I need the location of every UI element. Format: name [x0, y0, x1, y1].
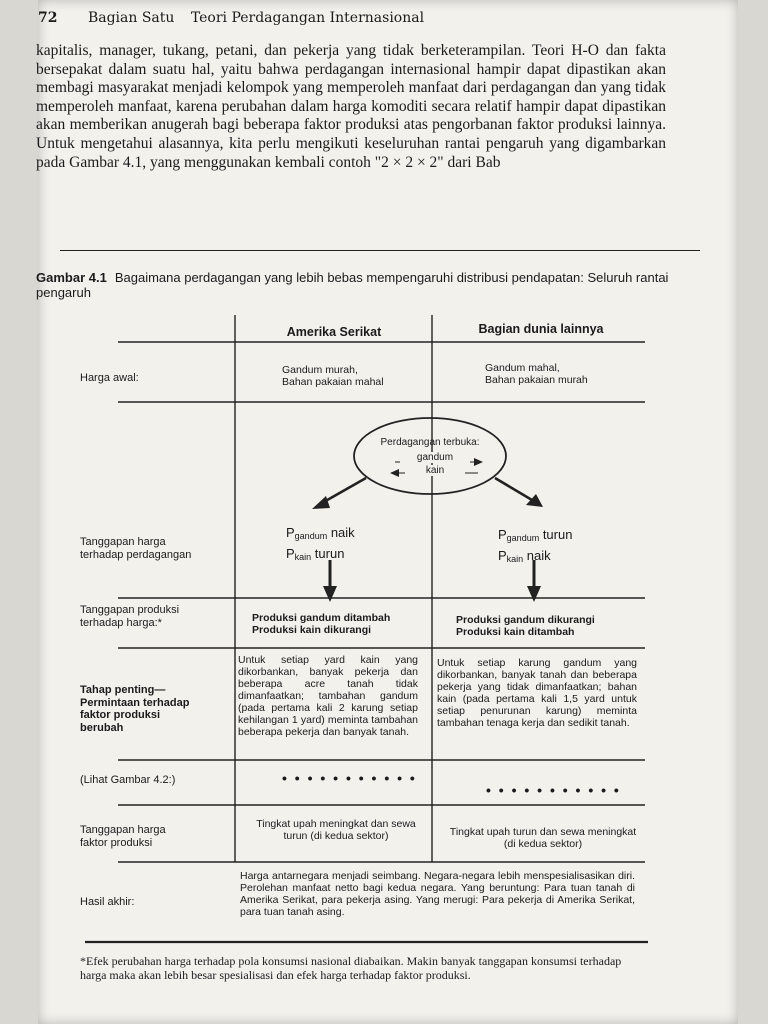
column-header-us: Amerika Serikat: [286, 325, 382, 339]
column-header-rest-of-world: Bagian dunia lainnya: [478, 322, 604, 336]
arrow-head-down-us: [323, 586, 337, 602]
part-label: Bagian Satu: [87, 10, 175, 26]
oval-title: Perdagangan terbuka:: [380, 437, 480, 448]
page-number: 72: [38, 10, 58, 26]
oval-gandum-label: gandum: [400, 452, 470, 463]
row-label-tahap-penting: Tahap penting— Permintaan terhadap faktor produksi berubah: [80, 684, 190, 734]
us-production-response: Produksi gandum ditambah Produksi kain dikurangi: [252, 612, 391, 636]
row-factor-price-response: Tingkat upah turun dan sewa meningkat (di kedua sektor): [449, 826, 637, 850]
arrow-head-gandum: [474, 458, 483, 466]
us-factor-demand: Untuk setiap yard kain yang dikorbankan, banyak pekerja dan beberapa acre tanah tidak dimanfaatkan; tambahan gandum (pada pertama kali 2 karung setiap kehilangan 1 yard) meminta tambahan beberapa pekerja dan banyak tanah.: [238, 654, 418, 738]
final-result-text: Harga antarnegara menjadi seimbang. Negara-negara lebih menspesialisasikan diri. Perolehan manfaat netto bagi kedua negara. Yang beruntung: Para tuan tanah di Amerika Serikat, para pekerja asing. Yang merugi: Para pekerja di Amerika Serikat, para tuan tanah asing.: [240, 870, 635, 918]
body-paragraph: kapitalis, manager, tukang, petani, dan pekerja yang tidak berketerampilan. Teori H-O dan fakta bersepakat dalam suatu hal, yaitu bahwa perdagangan internasional hampir dapat dipastikan akan membagi masyarakat menjadi kelompok yang memperoleh manfaat dari perdagangan dan yang tidak memperoleh manfaat, karena perubahan dalam harga komoditi secara relatif hampir dapat dipastikan akan memberikan anugerah bagi beberapa faktor produksi atas pengorbanan faktor produksi lainnya. Untuk mengetahui alasannya, kita perlu mengikuti keseluruhan rantai pengaruh yang digambarkan pada Gambar 4.1, yang menggunakan kembali contoh "2 × 2 × 2" dari Bab: [36, 42, 666, 171]
row-harga-awal: Gandum mahal, Bahan pakaian murah: [485, 362, 588, 386]
arrow-head-down-row: [527, 586, 541, 602]
arrow-to-us: [322, 478, 366, 503]
chapter-title: Teori Perdagangan Internasional: [190, 10, 425, 26]
row-label-harga-awal: Harga awal:: [80, 372, 139, 384]
us-price-response: $P_{gandum}$ naik $P_{kain}$ turun: [286, 525, 355, 562]
figure-caption-text: Bagaimana perdagangan yang lebih bebas mempengaruhi distribusi pendapatan: Seluruh rantai pengaruh: [36, 270, 669, 300]
us-harga-awal: Gandum murah, Bahan pakaian mahal: [282, 364, 384, 388]
row-price-response: $P_{gandum}$ turun $P_{kain}$ naik: [498, 527, 573, 564]
row-label-lihat-gambar: (Lihat Gambar 4.2:): [80, 774, 176, 786]
row-dots: • • • • • • • • • • •: [486, 782, 621, 798]
arrow-head-kain: [390, 469, 399, 477]
figure-number: Gambar 4.1: [36, 270, 107, 285]
row-production-response: Produksi gandum dikurangi Produksi kain ditambah: [456, 614, 595, 638]
row-label-tanggapan-harga: Tanggapan harga terhadap perdagangan: [80, 536, 192, 561]
row-factor-demand: Untuk setiap karung gandum yang dikorbankan, banyak tanah dan beberapa pekerja yang tidak dimanfaatkan; bahan kain (pada pertama kali 1,5 yard untuk setiap penurunan karung) meminta tambahan tenaga kerja dan sedikit tanah.: [437, 657, 637, 729]
row-label-harga-faktor: Tanggapan harga faktor produksi: [80, 824, 166, 849]
us-factor-price-response: Tingkat upah meningkat dan sewa turun (di kedua sektor): [256, 818, 416, 842]
row-label-hasil-akhir: Hasil akhir:: [80, 896, 135, 908]
arrow-head-us: [312, 496, 330, 509]
row-label-tanggapan-produksi: Tanggapan produksi terhadap harga:*: [80, 604, 180, 629]
arrow-to-row: [495, 478, 532, 500]
us-dots: • • • • • • • • • • •: [282, 770, 417, 786]
figure-footnote: *Efek perubahan harga terhadap pola konsumsi nasional diabaikan. Makin banyak tanggapan konsumsi terhadap harga maka akan lebih besar spesialisasi dan efek harga terhadap faktor produksi.: [80, 954, 622, 982]
arrow-head-row: [526, 494, 543, 507]
oval-kain-label: kain: [405, 465, 465, 476]
